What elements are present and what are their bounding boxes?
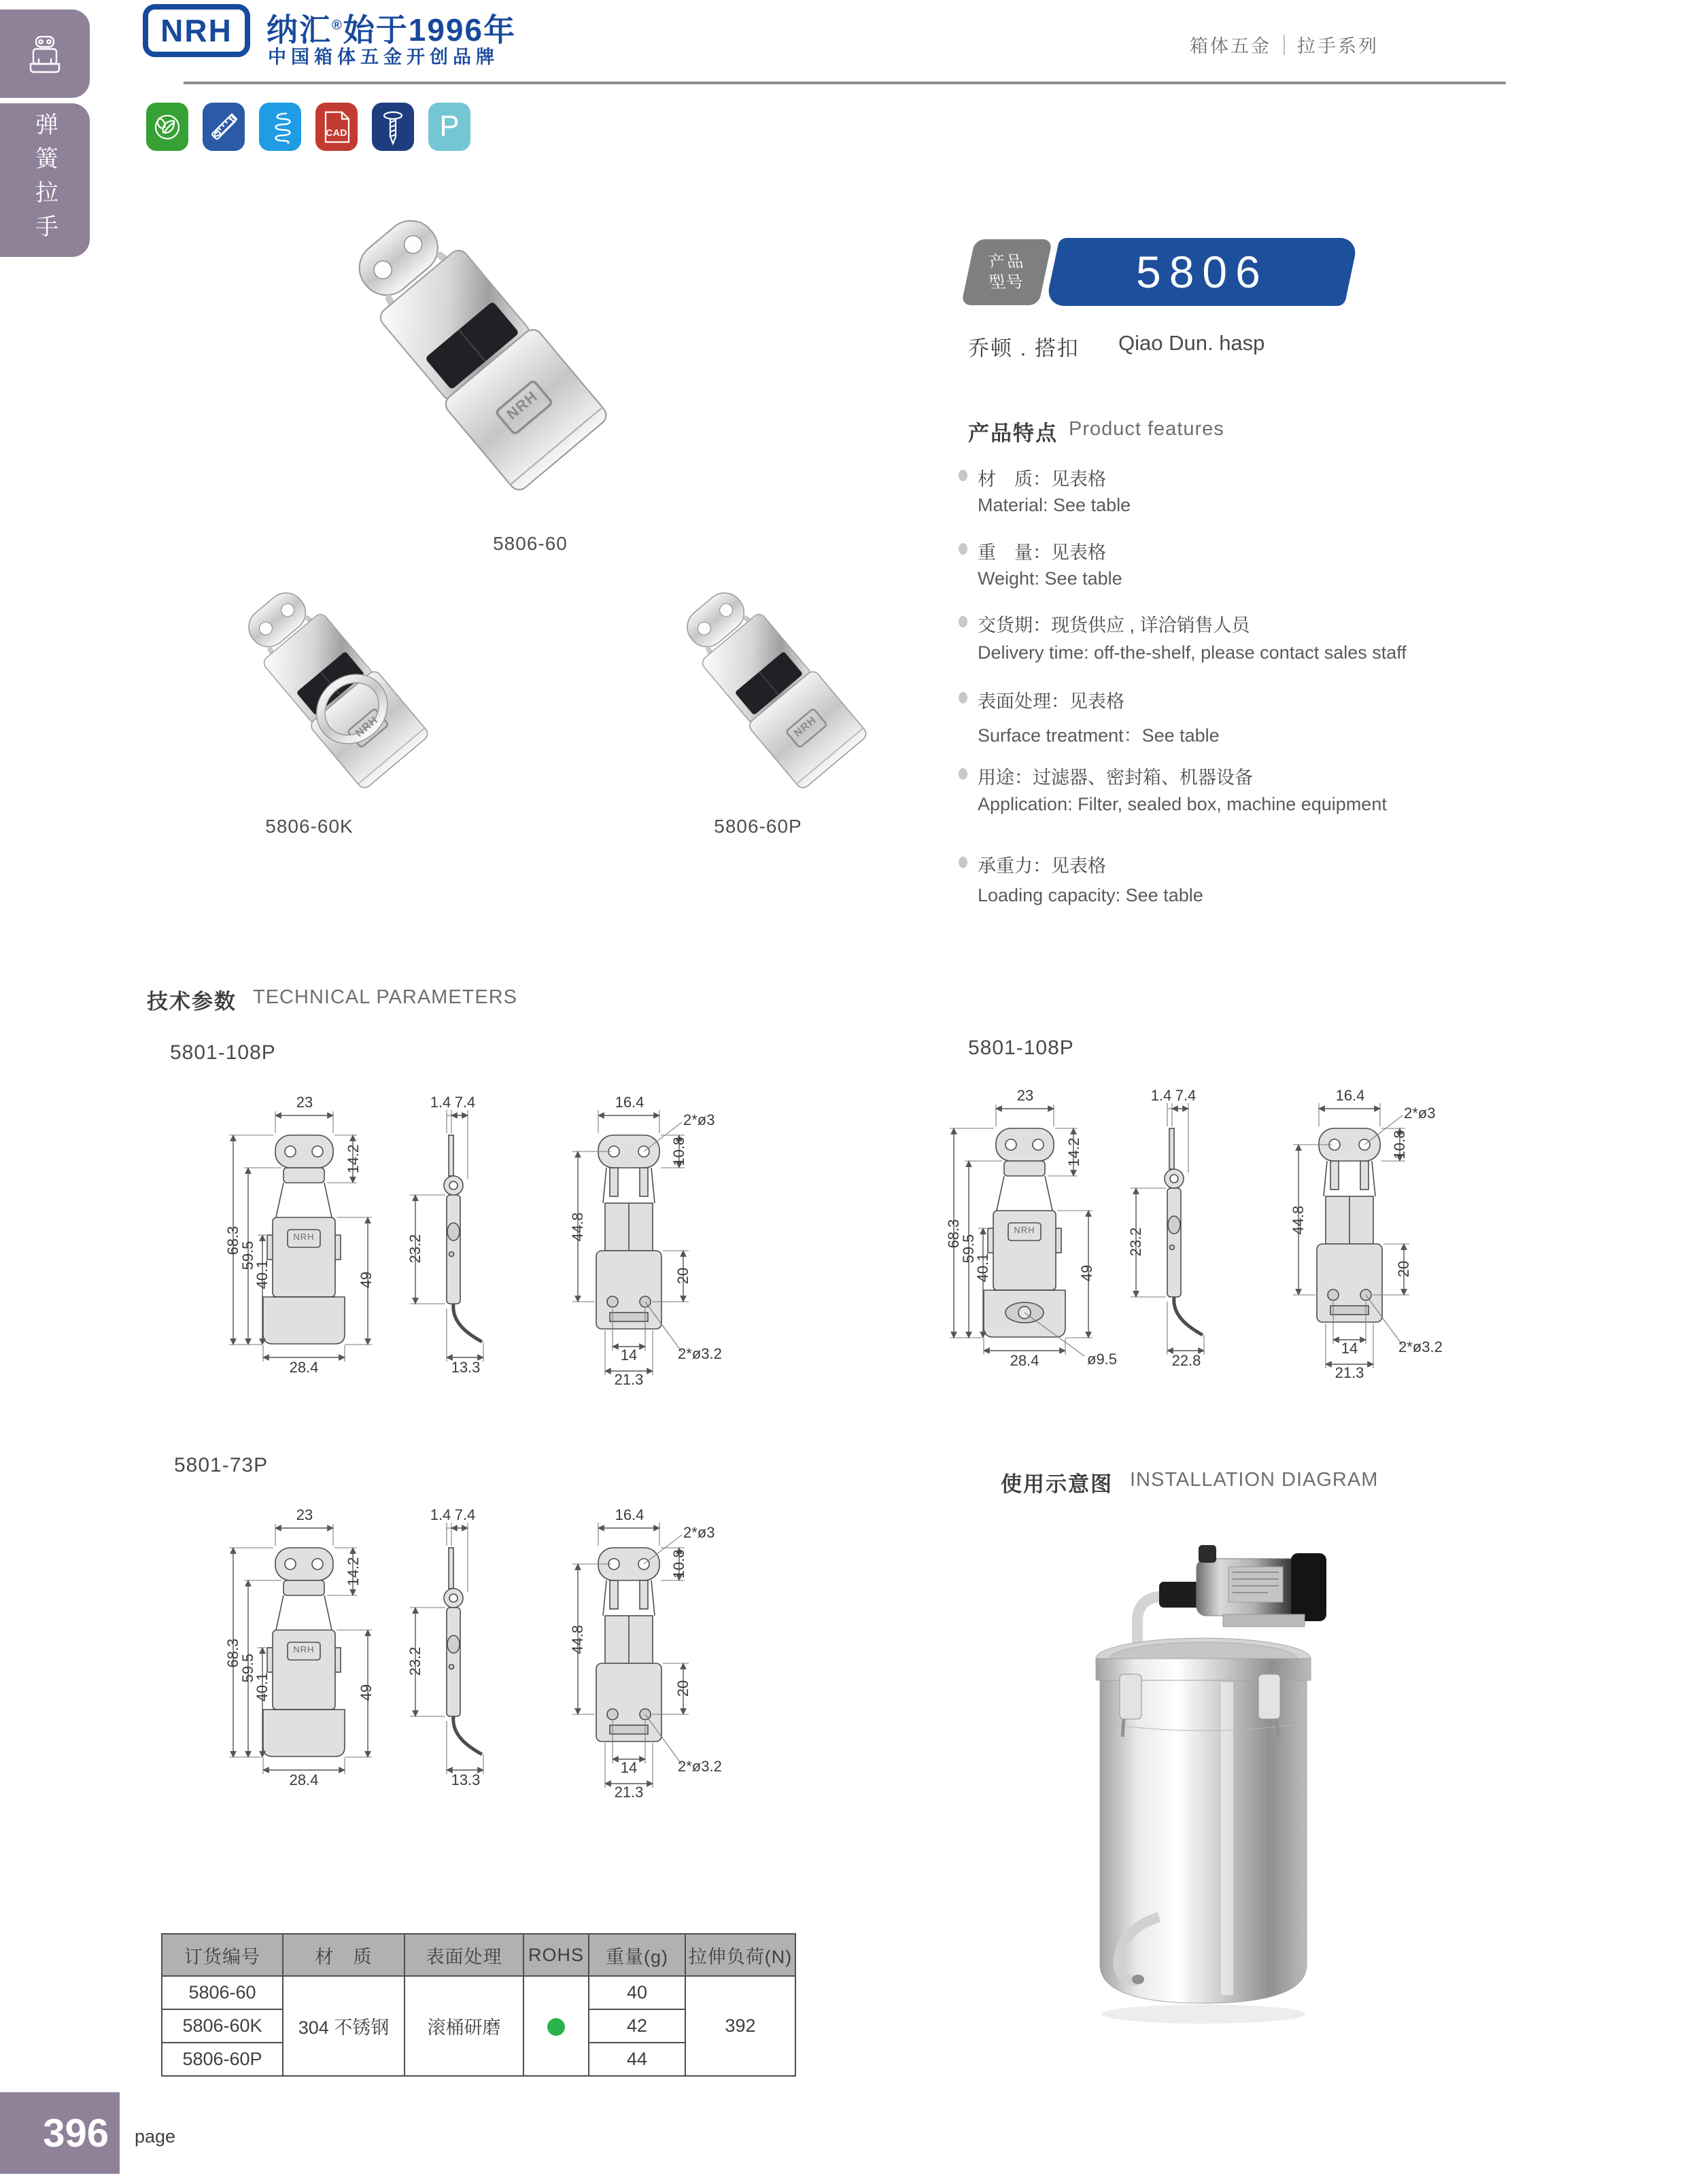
- material-cell: 304 不锈钢: [283, 1976, 405, 2076]
- dim: 2*ø3.2: [678, 1345, 722, 1362]
- series-vertical-label: 弹簧拉手: [31, 112, 58, 248]
- sidebar-category-tab: [0, 10, 90, 98]
- dim: 23: [296, 1506, 313, 1523]
- weight-cell: 40: [589, 1976, 685, 2009]
- dim: 40.1: [974, 1253, 991, 1283]
- feature-en: Delivery time: off-the-shelf, please contact sales staff: [978, 642, 1407, 663]
- spec-table-header-row: [162, 1934, 795, 1976]
- installation-photo: [1057, 1519, 1356, 2053]
- dim: 59.5: [239, 1241, 256, 1270]
- dim: 59.5: [960, 1234, 977, 1264]
- breadcrumb-divider: [1284, 35, 1285, 55]
- feature-cn: 用途：过滤器、密封箱、机器设备: [978, 767, 1253, 788]
- breadcrumb: [1190, 31, 1516, 58]
- dim: 14.2: [345, 1557, 362, 1587]
- dim: 7.4: [1175, 1087, 1197, 1104]
- screw-icon: [372, 103, 414, 151]
- brand-subtitle: 中国箱体五金开创品牌: [268, 47, 499, 67]
- spec-table: [161, 1933, 796, 2077]
- feature-bullet: [959, 470, 967, 481]
- weight-cell: 44: [589, 2043, 685, 2076]
- dim: 23.2: [407, 1234, 424, 1264]
- dim: 49: [1078, 1264, 1095, 1282]
- dim: 49: [358, 1271, 375, 1289]
- installation-title-en: INSTALLATION DIAGRAM: [1130, 1469, 1379, 1491]
- drawing-model-label: 5801-73P: [174, 1454, 269, 1476]
- features-title-en: Product features: [1069, 418, 1224, 440]
- protect-icon: [428, 103, 470, 151]
- nrh-logo-text: NRH: [160, 13, 233, 48]
- feature-cn: 交货期：现货供应 , 详洽销售人员: [978, 615, 1250, 636]
- nrh-emboss: NRH: [1014, 1225, 1035, 1235]
- dim: 10.8: [1391, 1130, 1408, 1160]
- dim: 20: [674, 1267, 691, 1285]
- dim: 2*ø3: [683, 1524, 715, 1541]
- brand-title-cn: 纳汇: [266, 12, 332, 48]
- product-photo-5806-60k: [205, 553, 462, 819]
- drawing-model-label: 5801-108P: [170, 1041, 276, 1064]
- feature-bullet: [959, 768, 967, 780]
- dim: 14: [620, 1759, 638, 1776]
- dim: 40.1: [254, 1260, 271, 1289]
- order-no-cell: 5806-60K: [162, 2009, 283, 2043]
- surface-cell: 滚桶研磨: [405, 1976, 523, 2076]
- features-title-cn: 产品特点: [968, 421, 1058, 445]
- dim: 13.3: [451, 1359, 481, 1376]
- p-icon-label: P: [439, 109, 460, 143]
- sidebar-series-tab: [0, 103, 90, 257]
- technical-title-en: TECHNICAL PARAMETERS: [253, 986, 517, 1008]
- dim: 1.4: [430, 1506, 451, 1523]
- product-name-en: Qiao Dun. hasp: [1118, 331, 1265, 355]
- dim: 20: [674, 1680, 691, 1697]
- nrh-emboss: NRH: [503, 387, 542, 423]
- model-badge: [961, 239, 1053, 305]
- dim: 14: [620, 1347, 638, 1364]
- dim: 10.8: [670, 1549, 687, 1579]
- dim: 16.4: [615, 1506, 644, 1523]
- dim: 2*ø3: [683, 1111, 715, 1128]
- dim: 2*ø3: [1404, 1105, 1436, 1122]
- dim: 7.4: [454, 1506, 476, 1523]
- col-surface: 表面处理: [405, 1934, 523, 1976]
- page-number: 396: [43, 2111, 109, 2155]
- dim: 14.2: [1065, 1137, 1082, 1167]
- feature-cn: 表面处理：见表格: [978, 691, 1124, 712]
- dim: 10.8: [670, 1137, 687, 1166]
- table-row: [162, 1976, 795, 2009]
- technical-drawing-group-1: [139, 1071, 751, 1424]
- eco-leaf-icon: [146, 103, 188, 151]
- technical-drawing-group-2: [860, 1064, 1472, 1417]
- col-weight: 重量(g): [589, 1934, 685, 1976]
- cad-icon-label: CAD: [326, 127, 347, 138]
- feature-bullet: [959, 616, 967, 627]
- latch-icon: [24, 33, 66, 75]
- breadcrumb-series: 拉手系列: [1297, 36, 1379, 56]
- dim: 68.3: [224, 1226, 241, 1255]
- feature-cn: 材 质：见表格: [978, 469, 1106, 489]
- dim: 16.4: [1335, 1087, 1365, 1104]
- dim: 68.3: [224, 1638, 241, 1668]
- badge-line1: 产品: [987, 252, 1027, 271]
- dim: 40.1: [254, 1672, 271, 1702]
- dim: 7.4: [454, 1094, 476, 1111]
- order-no-cell: 5806-60: [162, 1976, 283, 2009]
- weight-cell: 42: [589, 2009, 685, 2043]
- dim: ø9.5: [1087, 1351, 1118, 1368]
- dim: 68.3: [945, 1219, 962, 1249]
- product-photo-5806-60: [298, 167, 653, 534]
- feature-en: Weight: See table: [978, 568, 1122, 589]
- technical-drawing-group-3: [139, 1483, 751, 1837]
- dim: 44.8: [1290, 1205, 1307, 1235]
- nrh-emboss: NRH: [791, 714, 819, 740]
- product-model-label: 5806-60P: [714, 816, 802, 837]
- dim: 2*ø3.2: [678, 1758, 722, 1775]
- dim: 28.4: [1010, 1352, 1039, 1369]
- nrh-emboss: NRH: [293, 1644, 315, 1654]
- feature-en: Surface treatment：See table: [978, 725, 1220, 746]
- dim: 21.3: [1335, 1364, 1364, 1381]
- product-photo-5806-60p: [643, 553, 900, 819]
- feature-en: Loading capacity: See table: [978, 885, 1203, 905]
- dim: 14.2: [345, 1144, 362, 1174]
- nrh-emboss: NRH: [293, 1232, 315, 1242]
- load-cell: 392: [685, 1976, 795, 2076]
- product-name-cn: 乔顿 . 搭扣: [968, 336, 1080, 360]
- dim: 23.2: [407, 1646, 424, 1676]
- dim: 22.8: [1171, 1352, 1201, 1369]
- dim: 23.2: [1127, 1227, 1144, 1257]
- dim: 23: [296, 1094, 313, 1111]
- feature-bullet: [959, 692, 967, 704]
- badge-line2: 型号: [987, 273, 1027, 292]
- dim: 1.4: [430, 1094, 451, 1111]
- page-number-block: [0, 2092, 120, 2174]
- dim: 1.4: [1150, 1087, 1172, 1104]
- dim: 49: [358, 1684, 375, 1701]
- dim: 14: [1341, 1340, 1358, 1357]
- feature-en: Material: See table: [978, 495, 1131, 515]
- dim: 23: [1016, 1087, 1034, 1104]
- dim: 59.5: [239, 1653, 256, 1683]
- dim: 13.3: [451, 1771, 481, 1788]
- product-model-label: 5806-60: [493, 533, 568, 554]
- col-rohs: ROHS: [523, 1934, 589, 1976]
- breadcrumb-category: 箱体五金: [1190, 36, 1271, 56]
- header-divider-line: [184, 82, 1506, 84]
- rohs-status-dot: [547, 2018, 565, 2036]
- feature-en: Application: Filter, sealed box, machine equipment: [978, 794, 1387, 814]
- dim: 2*ø3.2: [1398, 1338, 1443, 1355]
- cad-file-icon: [315, 103, 358, 151]
- dim: 16.4: [615, 1094, 644, 1111]
- dim: 21.3: [614, 1784, 644, 1801]
- registered-mark: ®: [332, 18, 343, 33]
- dim: 44.8: [569, 1625, 586, 1654]
- nrh-logo: [143, 4, 250, 57]
- installation-title-cn: 使用示意图: [1001, 1472, 1113, 1496]
- col-load: 拉伸负荷(N): [685, 1934, 795, 1976]
- drawing-model-label: 5801-108P: [968, 1037, 1074, 1059]
- product-model-label: 5806-60K: [265, 816, 354, 837]
- feature-cn: 承重力：见表格: [978, 856, 1106, 876]
- feature-bullet: [959, 543, 967, 555]
- feature-cn: 重 量：见表格: [978, 542, 1106, 563]
- dim: 28.4: [289, 1359, 319, 1376]
- page-word: page: [135, 2126, 176, 2147]
- technical-title-cn: 技术参数: [147, 990, 237, 1013]
- dim: 20: [1395, 1260, 1412, 1278]
- order-no-cell: 5806-60P: [162, 2043, 283, 2076]
- col-order-no: 订货编号: [162, 1934, 283, 1976]
- dim: 21.3: [614, 1371, 644, 1388]
- col-material: 材 质: [283, 1934, 405, 1976]
- spring-icon: [259, 103, 301, 151]
- design-tools-icon: [203, 103, 245, 151]
- nrh-emboss: NRH: [353, 714, 381, 740]
- feature-bullet: [959, 856, 967, 868]
- model-number: 5806: [1135, 247, 1269, 297]
- dim: 44.8: [569, 1212, 586, 1242]
- model-banner: [1045, 238, 1358, 306]
- dim: 28.4: [289, 1771, 319, 1788]
- rohs-cell: [523, 1976, 589, 2076]
- brand-title-since: 始于1996年: [343, 12, 517, 48]
